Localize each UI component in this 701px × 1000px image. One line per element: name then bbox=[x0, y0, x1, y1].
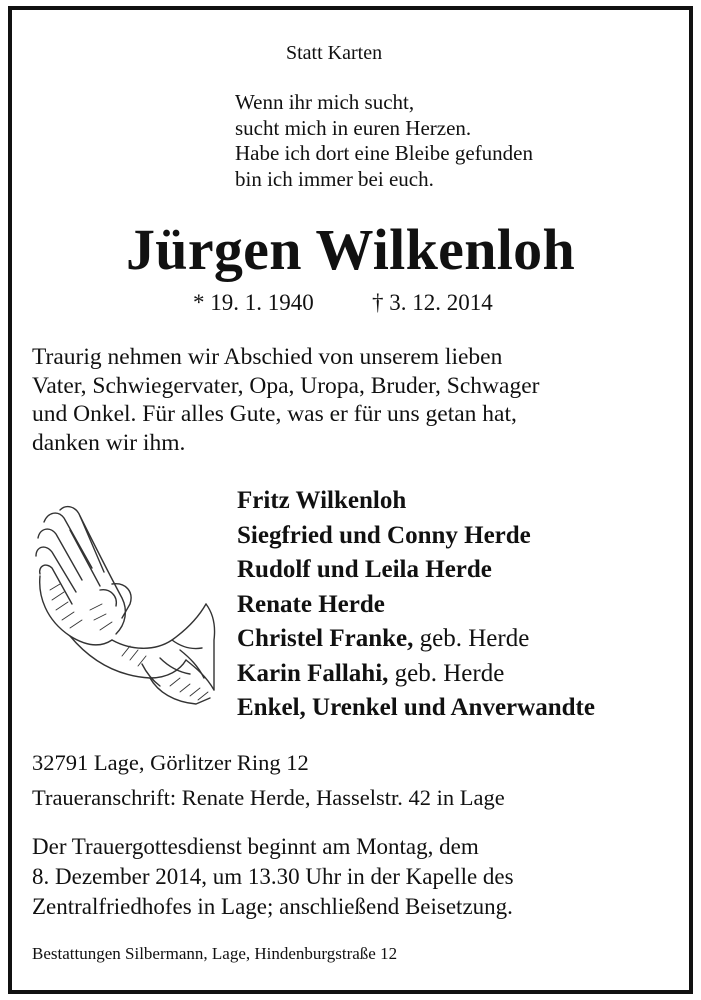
service-line: Zentralfriedhofes in Lage; anschließend Beisetzung. bbox=[32, 894, 513, 919]
mourner-name: Fritz Wilkenloh bbox=[237, 487, 407, 514]
service-line: 8. Dezember 2014, um 13.30 Uhr in der Kapelle des bbox=[32, 864, 514, 889]
mourner-name: Rudolf und Leila Herde bbox=[237, 556, 492, 583]
funeral-service-info bbox=[32, 832, 514, 922]
mourner-entry bbox=[237, 553, 595, 588]
mourner-entry bbox=[237, 691, 595, 726]
intro-line: Vater, Schwiegervater, Opa, Uropa, Bruder, Schwager bbox=[32, 372, 540, 399]
mourner-name: Karin Fallahi, bbox=[237, 659, 389, 687]
praying-hands-icon bbox=[30, 500, 218, 710]
intro-line: und Onkel. Für alles Gute, was er für uns getan hat, bbox=[32, 401, 517, 427]
intro-text bbox=[32, 343, 539, 457]
mourner-entry bbox=[237, 588, 595, 623]
mourning-address: Traueranschrift: Renate Herde, Hasselstr. 42 in Lage bbox=[32, 785, 505, 810]
poem-line: bin ich immer bei euch. bbox=[235, 166, 434, 191]
mourner-name: Enkel, Urenkel und Anverwandte bbox=[237, 694, 595, 721]
mourners-list bbox=[237, 484, 595, 726]
mourner-name: Christel Franke, bbox=[237, 625, 414, 652]
undertaker-info: Bestattungen Silbermann, Lage, Hindenburgstraße 12 bbox=[32, 944, 398, 963]
birth-date: * 19. 1. 1940 bbox=[193, 290, 314, 315]
mourner-suffix: geb. Herde bbox=[413, 625, 530, 652]
poem-line: sucht mich in euren Herzen. bbox=[235, 115, 472, 140]
death-date: † 3. 12. 2014 bbox=[372, 290, 493, 315]
mourner-entry bbox=[237, 484, 595, 519]
mourner-suffix: geb. Herde bbox=[388, 659, 505, 687]
mourner-entry bbox=[237, 657, 595, 692]
service-line: Der Trauergottesdienst beginnt am Montag, dem bbox=[32, 834, 479, 859]
poem bbox=[235, 90, 533, 192]
home-address: 32791 Lage, Görlitzer Ring 12 bbox=[32, 750, 309, 775]
mourner-entry bbox=[237, 622, 595, 657]
mourner-name: Siegfried und Conny Herde bbox=[237, 521, 531, 549]
intro-line: danken wir ihm. bbox=[32, 429, 186, 456]
intro-line: Traurig nehmen wir Abschied von unserem lieben bbox=[32, 344, 503, 370]
notice-header: Statt Karten bbox=[286, 42, 383, 64]
mourner-name: Renate Herde bbox=[237, 590, 385, 618]
mourner-entry bbox=[237, 519, 595, 554]
poem-line: Wenn ihr mich sucht, bbox=[235, 90, 415, 114]
poem-line: Habe ich dort eine Bleibe gefunden bbox=[235, 141, 533, 165]
deceased-name: Jürgen Wilkenloh bbox=[125, 217, 576, 282]
